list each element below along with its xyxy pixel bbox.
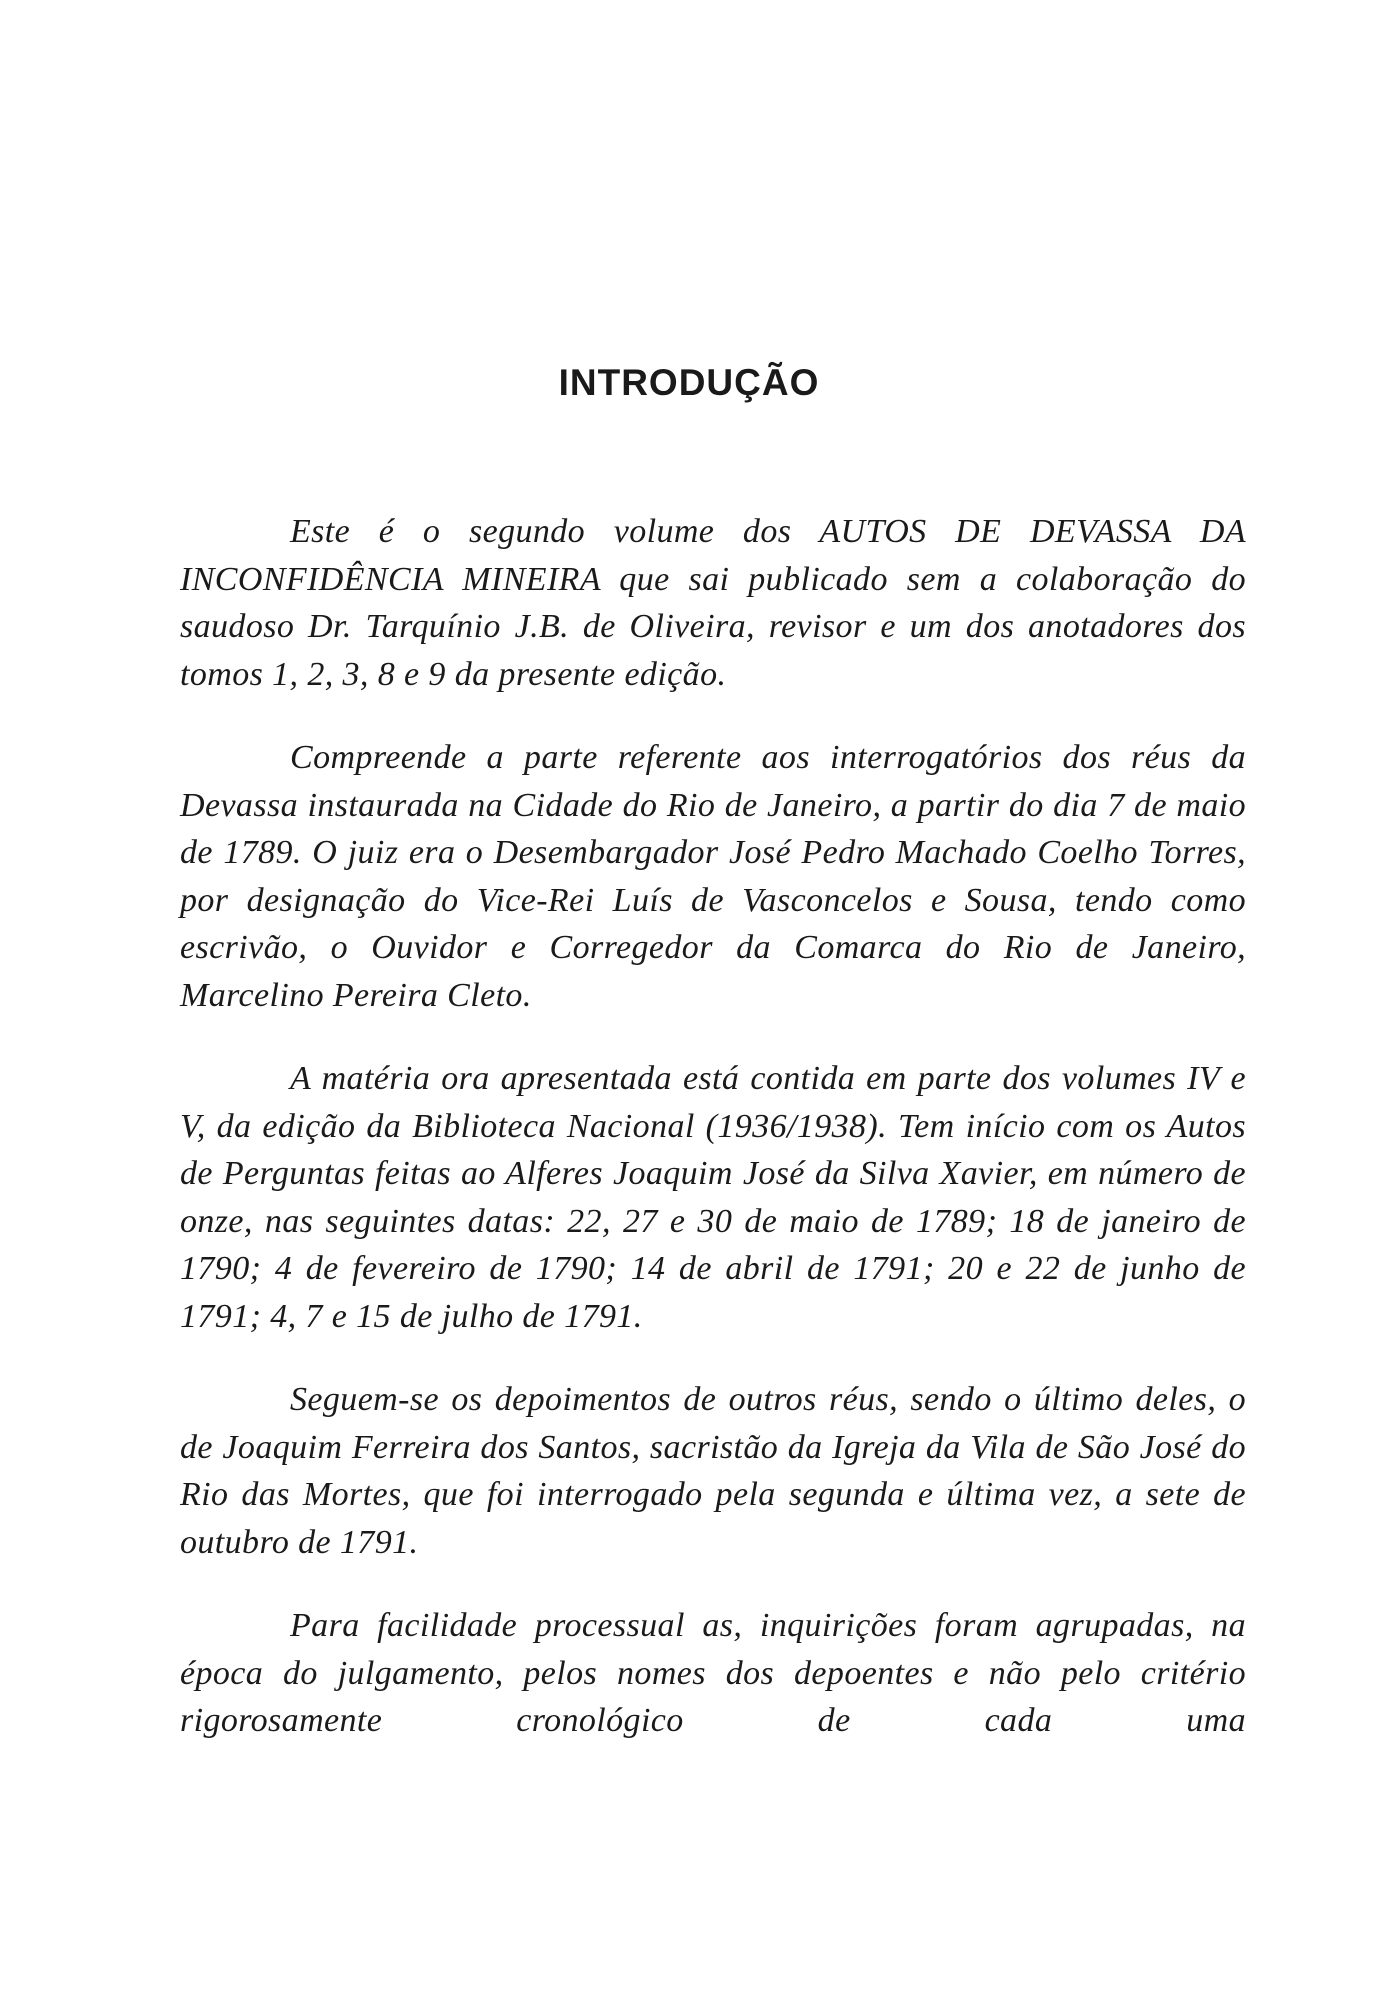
paragraph-5: Para facilidade processual as, inquirições foram agrupadas, na época do julgamento, pelos nomes dos depoentes e não pelo critério rigorosamente cronológico de cada uma (180, 1607, 1246, 1739)
paragraph-2: Compreende a parte referente aos interrogatórios dos réus da Devassa instaurada na Cidade do Rio de Janeiro, a partir do dia 7 de maio de 1789. O juiz era o Desembargador José Pedro Machado Coelho Torres, por designação do Vice-Rei Luís de Vasconcelos e Sousa, tendo como escrivão, o Ouvidor e Corregedor da Comarca do Rio de Janeiro, Marcelino Pereira Cleto. (180, 739, 1246, 1014)
page-title: INTRODUÇÃO (558, 362, 820, 403)
paragraph-4: Seguem-se os depoimentos de outros réus, sendo o último deles, o de Joaquim Ferreira dos Santos, sacristão da Igreja da Vila de São José do Rio das Mortes, que foi interrogado pela segunda e última vez, a sete de outubro de 1791. (180, 1381, 1246, 1561)
paragraph-1: Este é o segundo volume dos AUTOS DE DEVASSA DA INCONFIDÊNCIA MINEIRA que sai publicado sem a colaboração do saudoso Dr. Tarquínio J.B. de Oliveira, revisor e um dos anotadores dos tomos 1, 2, 3, 8 e 9 da presente edição. (180, 513, 1246, 693)
paragraph-3: A matéria ora apresentada está contida em parte dos volumes IV e V, da edição da Biblioteca Nacional (1936/1938). Tem início com os Autos de Perguntas feitas ao Alferes Joaquim José da Silva Xavier, em número de onze, nas seguintes datas: 22, 27 e 30 de maio de 1789; 18 de janeiro de 1790; 4 de fevereiro de 1790; 14 de abril de 1791; 20 e 22 de junho de 1791; 4, 7 e 15 de julho de 1791. (180, 1060, 1246, 1335)
body-text (180, 508, 1246, 1745)
